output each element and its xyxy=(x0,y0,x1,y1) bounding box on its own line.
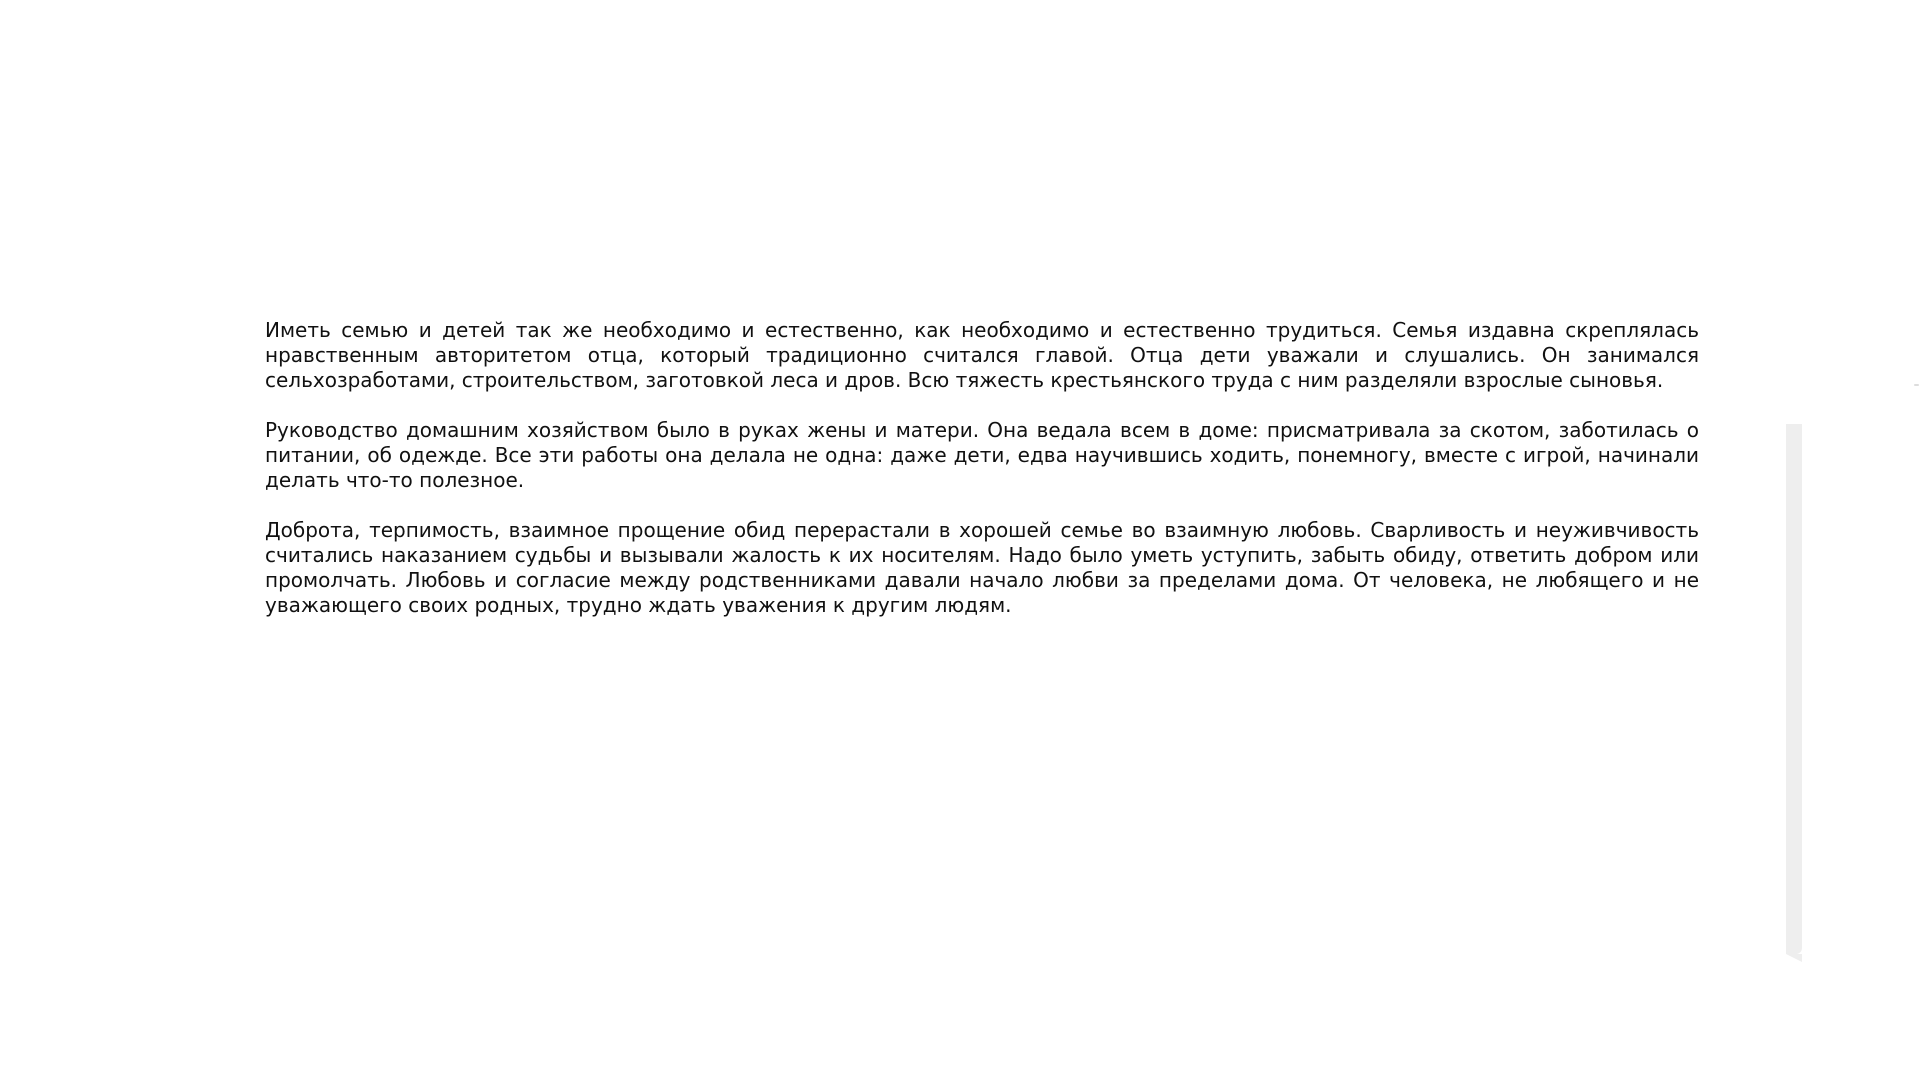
paragraph-family-father: Иметь семью и детей так же необходимо и естественно, как необходимо и естественно трудиться. Семья издавна скреплялась нравственным авторитетом отца, который традиционно считался главой. Отца дети уважали и слушались. Он занимался сельхозработами, строительством, заготовкой леса и дров. Всю тяжесть крестьянского труда с ним разделяли взрослые сыновья. xyxy=(265,318,1699,392)
paragraph-household-mother: Руководство домашним хозяйством было в руках жены и матери. Она ведала всем в доме: присматривала за скотом, заботилась о питании, об одежде. Все эти работы она делала не одна: даже дети, едва научившись ходить, понемногу, вместе с игрой, начинали делать что-то полезное. xyxy=(265,418,1699,492)
paragraph-kindness-love: Доброта, терпимость, взаимное прощение обид перерастали в хорошей семье во взаимную любовь. Сварливость и неуживчивость считались наказанием судьбы и вызывали жалость к их носителям. Надо было уметь уступить, забыть обиду, ответить добром или промолчать. Любовь и согласие между родственниками давали начало любви за пределами дома. От человека, не любящего и не уважающего своих родных, трудно ждать уважения к другим людям. xyxy=(265,518,1699,617)
document-body xyxy=(265,318,1699,618)
edge-mark xyxy=(1914,384,1919,386)
side-panel-edge xyxy=(1786,424,1802,954)
